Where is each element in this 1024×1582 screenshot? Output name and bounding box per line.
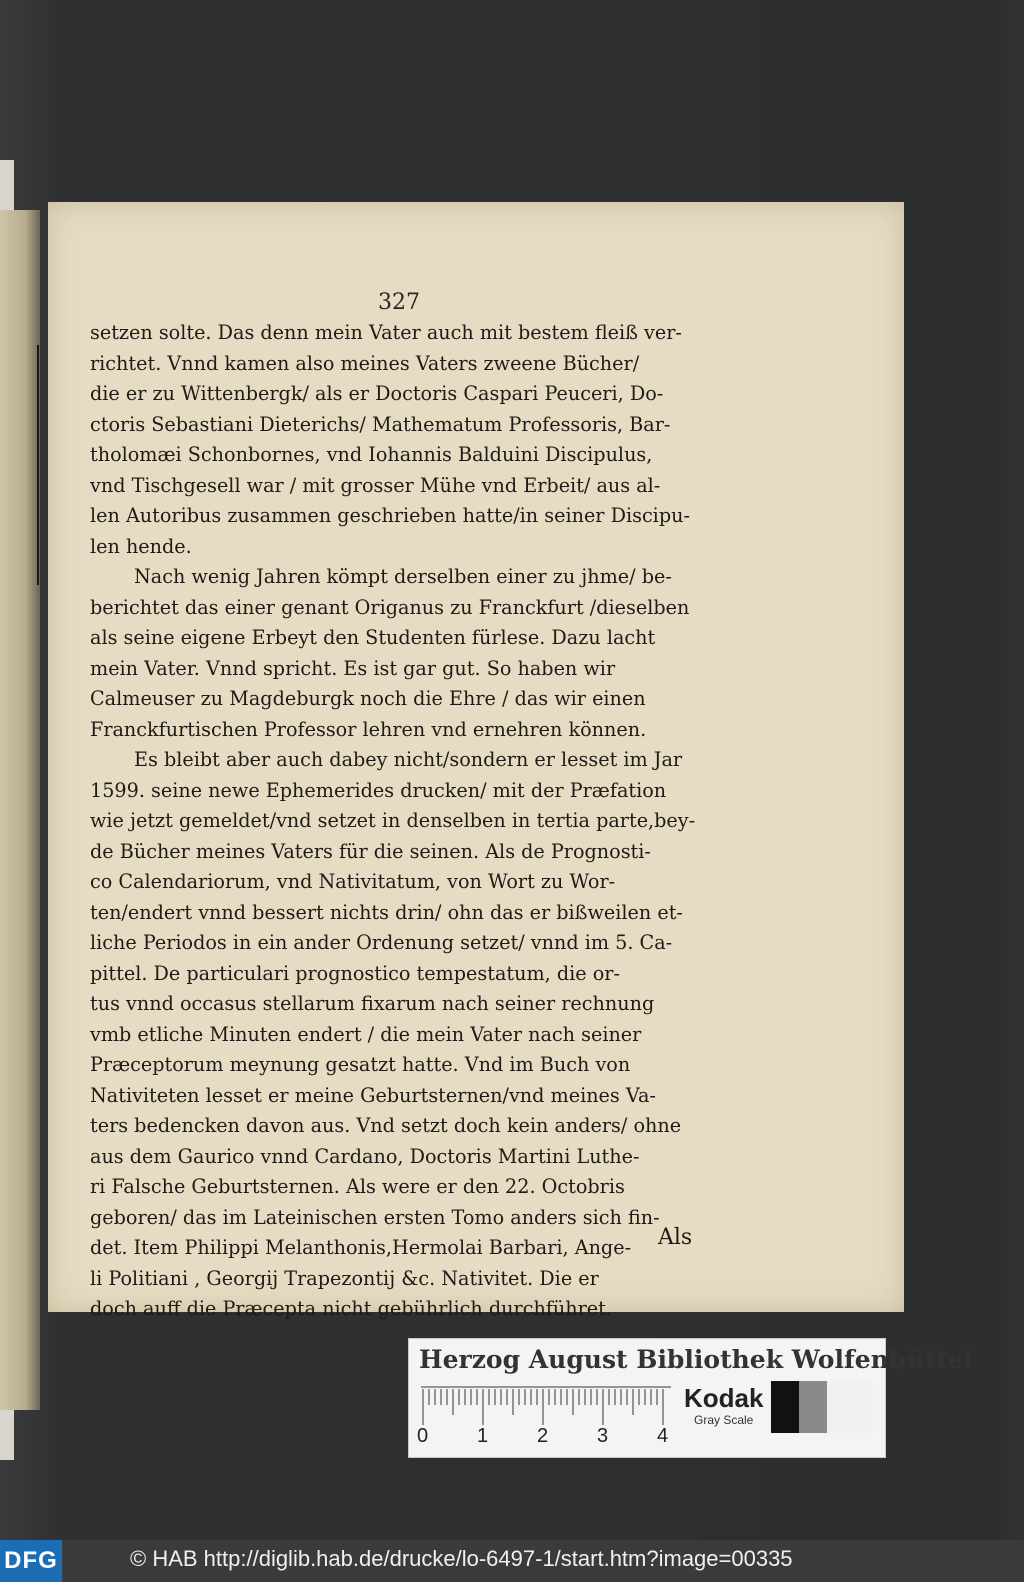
color-reference-card — [408, 1338, 973, 1458]
ruler-number: 3 — [597, 1425, 609, 1447]
footer-bar — [0, 1540, 1024, 1582]
text-line: berichtet das einer genant Origanus zu Franckfurt /dieselben — [90, 595, 690, 619]
text-line: 1599. seine newe Ephemerides drucken/ mit der Præfation — [90, 778, 667, 802]
text-line: len hende. — [90, 534, 192, 558]
left-page-edge — [0, 210, 40, 1410]
kodak-logo: Kodak — [684, 1383, 764, 1413]
text-line: tus vnnd occasus stellarum fixarum nach seiner rechnung — [90, 992, 655, 1015]
text-line: Nativiteten lesset er meine Geburtsternen/vnd meines Va- — [90, 1083, 656, 1107]
text-line: Præceptorum meynung gesatzt hatte. Vnd im Buch von — [90, 1053, 631, 1076]
text-line: vnd Tischgesell war / mit grosser Mühe vnd Erbeit/ aus al- — [90, 473, 661, 497]
text-line: Nach wenig Jahren kömpt derselben einer zu jhme/ be- — [134, 565, 672, 588]
text-line: ri Falsche Geburtsternen. Als were er den 22. Octobris — [90, 1175, 625, 1198]
text-line: setzen solte. Das denn mein Vater auch mit bestem fleiß ver- — [90, 321, 682, 344]
ruler-number: 2 — [537, 1425, 549, 1447]
text-line: ten/endert vnnd bessert nichts drin/ ohn das er bißweilen et- — [90, 900, 683, 924]
text-line: len Autoribus zusammen geschrieben hatte/in seiner Discipu- — [90, 504, 690, 527]
text-line: ctoris Sebastiani Dieterichs/ Mathematum Professoris, Bar- — [90, 412, 671, 436]
text-line: co Calendariorum, vnd Nativitatum, von Wort zu Wor- — [90, 870, 616, 893]
swatch-white — [827, 1381, 873, 1433]
margin-bracket-mark — [37, 345, 45, 585]
dfg-logo: DFG — [0, 1540, 62, 1582]
text-line: tholomæi Schonbornes, vnd Iohannis Balduini Discipulus, — [90, 443, 653, 466]
text-line: de Bücher meines Vaters für die seinen. Als de Prognosti- — [90, 839, 651, 863]
text-line: vmb etliche Minuten endert / die mein Vater nach seiner — [90, 1022, 642, 1046]
ruler-scale — [421, 1385, 671, 1425]
text-line: pittel. De particulari prognostico tempestatum, die or- — [90, 961, 620, 985]
text-line: Calmeuser zu Magdeburgk noch die Ehre / das wir einen — [90, 687, 646, 710]
text-line: li Politiani , Georgij Trapezontij &c. Nativitet. Die er — [90, 1266, 599, 1290]
text-line: Es bleibt aber auch dabey nicht/sondern er lesset im Jar — [134, 748, 683, 771]
text-line: wie jetzt gemeldet/vnd setzet in denselben in tertia parte,bey- — [90, 809, 696, 832]
swatch-gray — [799, 1381, 827, 1433]
text-line: doch auff die Præcepta nicht gebührlich durchführet. — [90, 1297, 612, 1320]
gray-scale-label: Gray Scale — [694, 1413, 754, 1427]
text-line: ters bedencken davon aus. Vnd setzt doch kein anders/ ohne — [90, 1114, 682, 1137]
text-line: geboren/ das im Lateinischen ersten Tomo anders sich fin- — [90, 1205, 660, 1229]
copyright-link[interactable]: © HAB http://diglib.hab.de/drucke/lo-6497-1/start.htm?image=00335 — [130, 1546, 793, 1571]
catchword: Als — [658, 1225, 693, 1250]
ruler-number: 1 — [477, 1425, 489, 1447]
text-line: die er zu Wittenbergk/ als er Doctoris Caspari Peuceri, Do- — [90, 382, 664, 405]
page-text — [90, 318, 705, 1325]
ruler-number: 4 — [657, 1425, 669, 1447]
ruler-number: 0 — [417, 1425, 429, 1447]
text-line: aus dem Gaurico vnnd Cardano, Doctoris Martini Luthe- — [90, 1144, 640, 1168]
page-number: 327 — [378, 290, 420, 315]
text-line: als seine eigene Erbeyt den Studenten fürlese. Dazu lacht — [90, 626, 656, 649]
library-name: Herzog August Bibliothek Wolfenbüttel — [419, 1345, 973, 1374]
text-line: Franckfurtischen Professor lehren vnd ernehren können. — [90, 717, 647, 741]
swatch-black — [771, 1381, 799, 1433]
text-line: liche Periodos in ein ander Ordenung setzet/ vnnd im 5. Ca- — [90, 931, 673, 954]
text-line: richtet. Vnnd kamen also meines Vaters zweene Bücher/ — [90, 351, 640, 375]
text-line: det. Item Philippi Melanthonis,Hermolai Barbari, Ange- — [90, 1236, 632, 1259]
text-line: mein Vater. Vnnd spricht. Es ist gar gut. So haben wir — [90, 656, 616, 680]
